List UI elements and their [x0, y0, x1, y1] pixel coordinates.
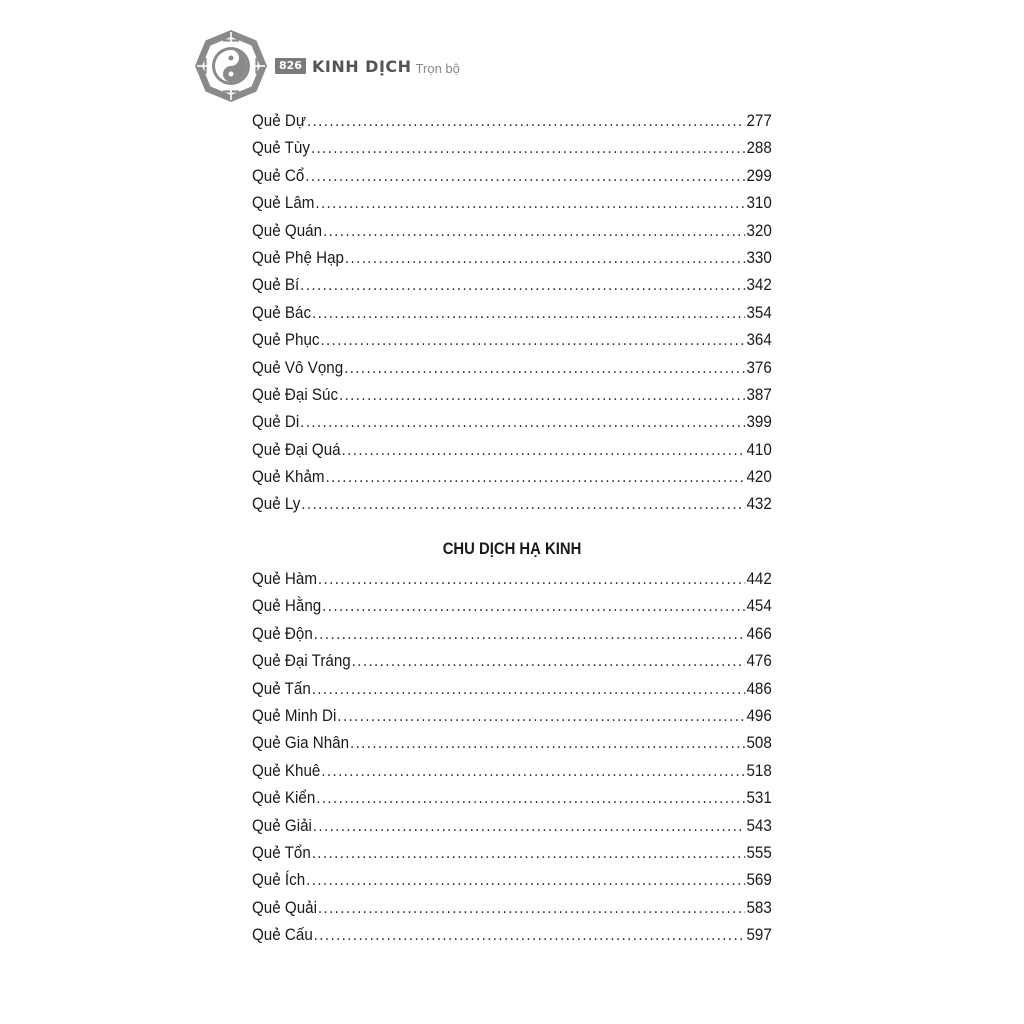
toc-entry [252, 844, 772, 871]
toc-entry-label: Quẻ Phục [252, 331, 320, 350]
toc-entry [252, 597, 772, 624]
toc-entry [252, 386, 772, 413]
running-header [193, 28, 460, 104]
toc-entry [252, 112, 772, 139]
toc-entry-label: Quẻ Gia Nhân [252, 734, 350, 753]
toc-entry-label: Quẻ Ly [252, 495, 301, 514]
dot-leader [307, 112, 746, 131]
toc-entry-label: Quẻ Bí [252, 276, 300, 295]
toc-entry-page: 299 [746, 166, 772, 185]
dot-leader [301, 495, 745, 514]
toc-entry-page: 531 [746, 789, 772, 808]
toc-entry [252, 871, 772, 898]
section-title: CHU DỊCH HẠ KINH [442, 540, 582, 558]
dot-leader [300, 276, 745, 295]
dot-leader [321, 762, 745, 781]
toc-entry-label: Quẻ Kiển [252, 789, 316, 808]
toc-entry-page: 543 [746, 816, 772, 835]
toc-entry-page: 354 [746, 303, 772, 322]
toc-entry-label: Quẻ Hằng [252, 597, 322, 616]
toc-entry-label: Quẻ Lâm [252, 194, 315, 213]
dot-leader [344, 359, 745, 378]
toc-entry-page: 410 [746, 440, 772, 459]
toc-entry [252, 680, 772, 707]
toc-entry-page: 569 [746, 871, 772, 890]
toc-entry-page: 432 [746, 495, 772, 514]
dot-leader [339, 386, 746, 405]
dot-leader [325, 468, 745, 487]
toc-entry-page: 583 [746, 898, 772, 917]
dot-leader [305, 167, 745, 186]
toc-entry-label: Quẻ Bác [252, 303, 312, 322]
toc-list-part1 [252, 112, 772, 523]
dot-leader [315, 194, 745, 213]
toc-entry-page: 454 [746, 597, 772, 616]
toc-entry-label: Quẻ Khuê [252, 761, 321, 780]
toc-entry [252, 762, 772, 789]
toc-entry-page: 320 [746, 221, 772, 240]
toc-entry [252, 707, 772, 734]
toc-entry-label: Quẻ Ích [252, 871, 306, 890]
toc-entry-page: 277 [746, 112, 772, 130]
toc-entry-label: Quẻ Giải [252, 816, 312, 835]
toc-entry-page: 420 [746, 468, 772, 487]
toc-entry-label: Quẻ Tùy [252, 139, 310, 158]
toc-entry-label: Quẻ Quải [252, 898, 317, 917]
toc-entry-label: Quẻ Hàm [252, 570, 317, 588]
toc-entry-label: Quẻ Đại Tráng [252, 652, 351, 671]
dot-leader [322, 597, 745, 616]
toc-entry [252, 899, 772, 926]
toc-entry-page: 376 [746, 358, 772, 377]
toc-entry-label: Quẻ Độn [252, 624, 313, 643]
dot-leader [314, 926, 746, 945]
toc-entry [252, 625, 772, 652]
toc-entry [252, 495, 772, 522]
dot-leader [312, 680, 746, 699]
toc-entry-page: 518 [746, 761, 772, 780]
toc-entry-page: 496 [746, 706, 772, 725]
toc-list-part2 [252, 570, 772, 953]
book-subtitle: Trọn bộ [415, 60, 460, 76]
book-title: KINH DỊCH [311, 56, 412, 76]
toc-entry [252, 734, 772, 761]
toc-entry [252, 570, 772, 597]
dot-leader [320, 331, 745, 350]
toc-entry-label: Quẻ Vô Vọng [252, 358, 344, 377]
toc-entry-label: Quẻ Cấu [252, 926, 313, 945]
dot-leader [345, 249, 746, 268]
toc-entry-page: 399 [746, 413, 772, 432]
toc-entry [252, 276, 772, 303]
toc-entry-label: Quẻ Đại Súc [252, 385, 339, 404]
toc-entry [252, 359, 772, 386]
dot-leader [312, 304, 746, 323]
toc-entry [252, 413, 772, 440]
dot-leader [352, 652, 746, 671]
toc-entry-label: Quẻ Tổn [252, 843, 311, 862]
toc-entry-label: Quẻ Di [252, 413, 300, 432]
toc-entry-label: Quẻ Cổ [252, 166, 305, 185]
toc-entry-page: 442 [746, 570, 772, 588]
toc-entry [252, 331, 772, 358]
dot-leader [300, 413, 745, 432]
toc-entry [252, 222, 772, 249]
toc-entry-page: 555 [746, 843, 772, 862]
page-number-badge: 826 [275, 58, 306, 74]
toc-entry-page: 310 [746, 194, 772, 213]
toc-entry [252, 789, 772, 816]
dot-leader [312, 844, 746, 863]
toc-entry-page: 387 [746, 385, 772, 404]
toc-entry [252, 441, 772, 468]
toc-entry-page: 466 [746, 624, 772, 643]
toc-entry-page: 486 [746, 679, 772, 698]
dot-leader [342, 441, 746, 460]
dot-leader [313, 817, 746, 836]
bagua-yin-yang-logo-icon [193, 28, 269, 104]
toc-entry [252, 926, 772, 953]
toc-entry [252, 817, 772, 844]
toc-entry [252, 194, 772, 221]
toc-entry-label: Quẻ Dự [252, 112, 307, 130]
toc-entry-page: 364 [746, 331, 772, 350]
toc-entry-label: Quẻ Quán [252, 221, 323, 240]
toc-entry [252, 652, 772, 679]
dot-leader [316, 789, 745, 808]
toc-entry-page: 330 [746, 248, 772, 267]
toc-entry-label: Quẻ Tấn [252, 679, 311, 698]
dot-leader [318, 570, 746, 589]
toc-entry [252, 249, 772, 276]
dot-leader [318, 899, 746, 918]
dot-leader [306, 871, 745, 890]
dot-leader [314, 625, 746, 644]
dot-leader [350, 734, 746, 753]
dot-leader [323, 222, 746, 241]
toc-entry-label: Quẻ Phệ Hạp [252, 248, 344, 267]
toc-entry [252, 167, 772, 194]
toc-entry [252, 304, 772, 331]
dot-leader [337, 707, 745, 726]
toc-entry [252, 468, 772, 495]
toc-entry-label: Quẻ Minh Di [252, 706, 337, 725]
toc-entry-page: 597 [746, 926, 772, 945]
toc-entry-page: 508 [746, 734, 772, 753]
toc-entry-label: Quẻ Khảm [252, 468, 325, 487]
toc-entry [252, 139, 772, 166]
toc-entry-label: Quẻ Đại Quá [252, 440, 341, 459]
toc-entry-page: 288 [746, 139, 772, 158]
dot-leader [311, 139, 746, 158]
toc-entry-page: 342 [746, 276, 772, 295]
toc-entry-page: 476 [746, 652, 772, 671]
